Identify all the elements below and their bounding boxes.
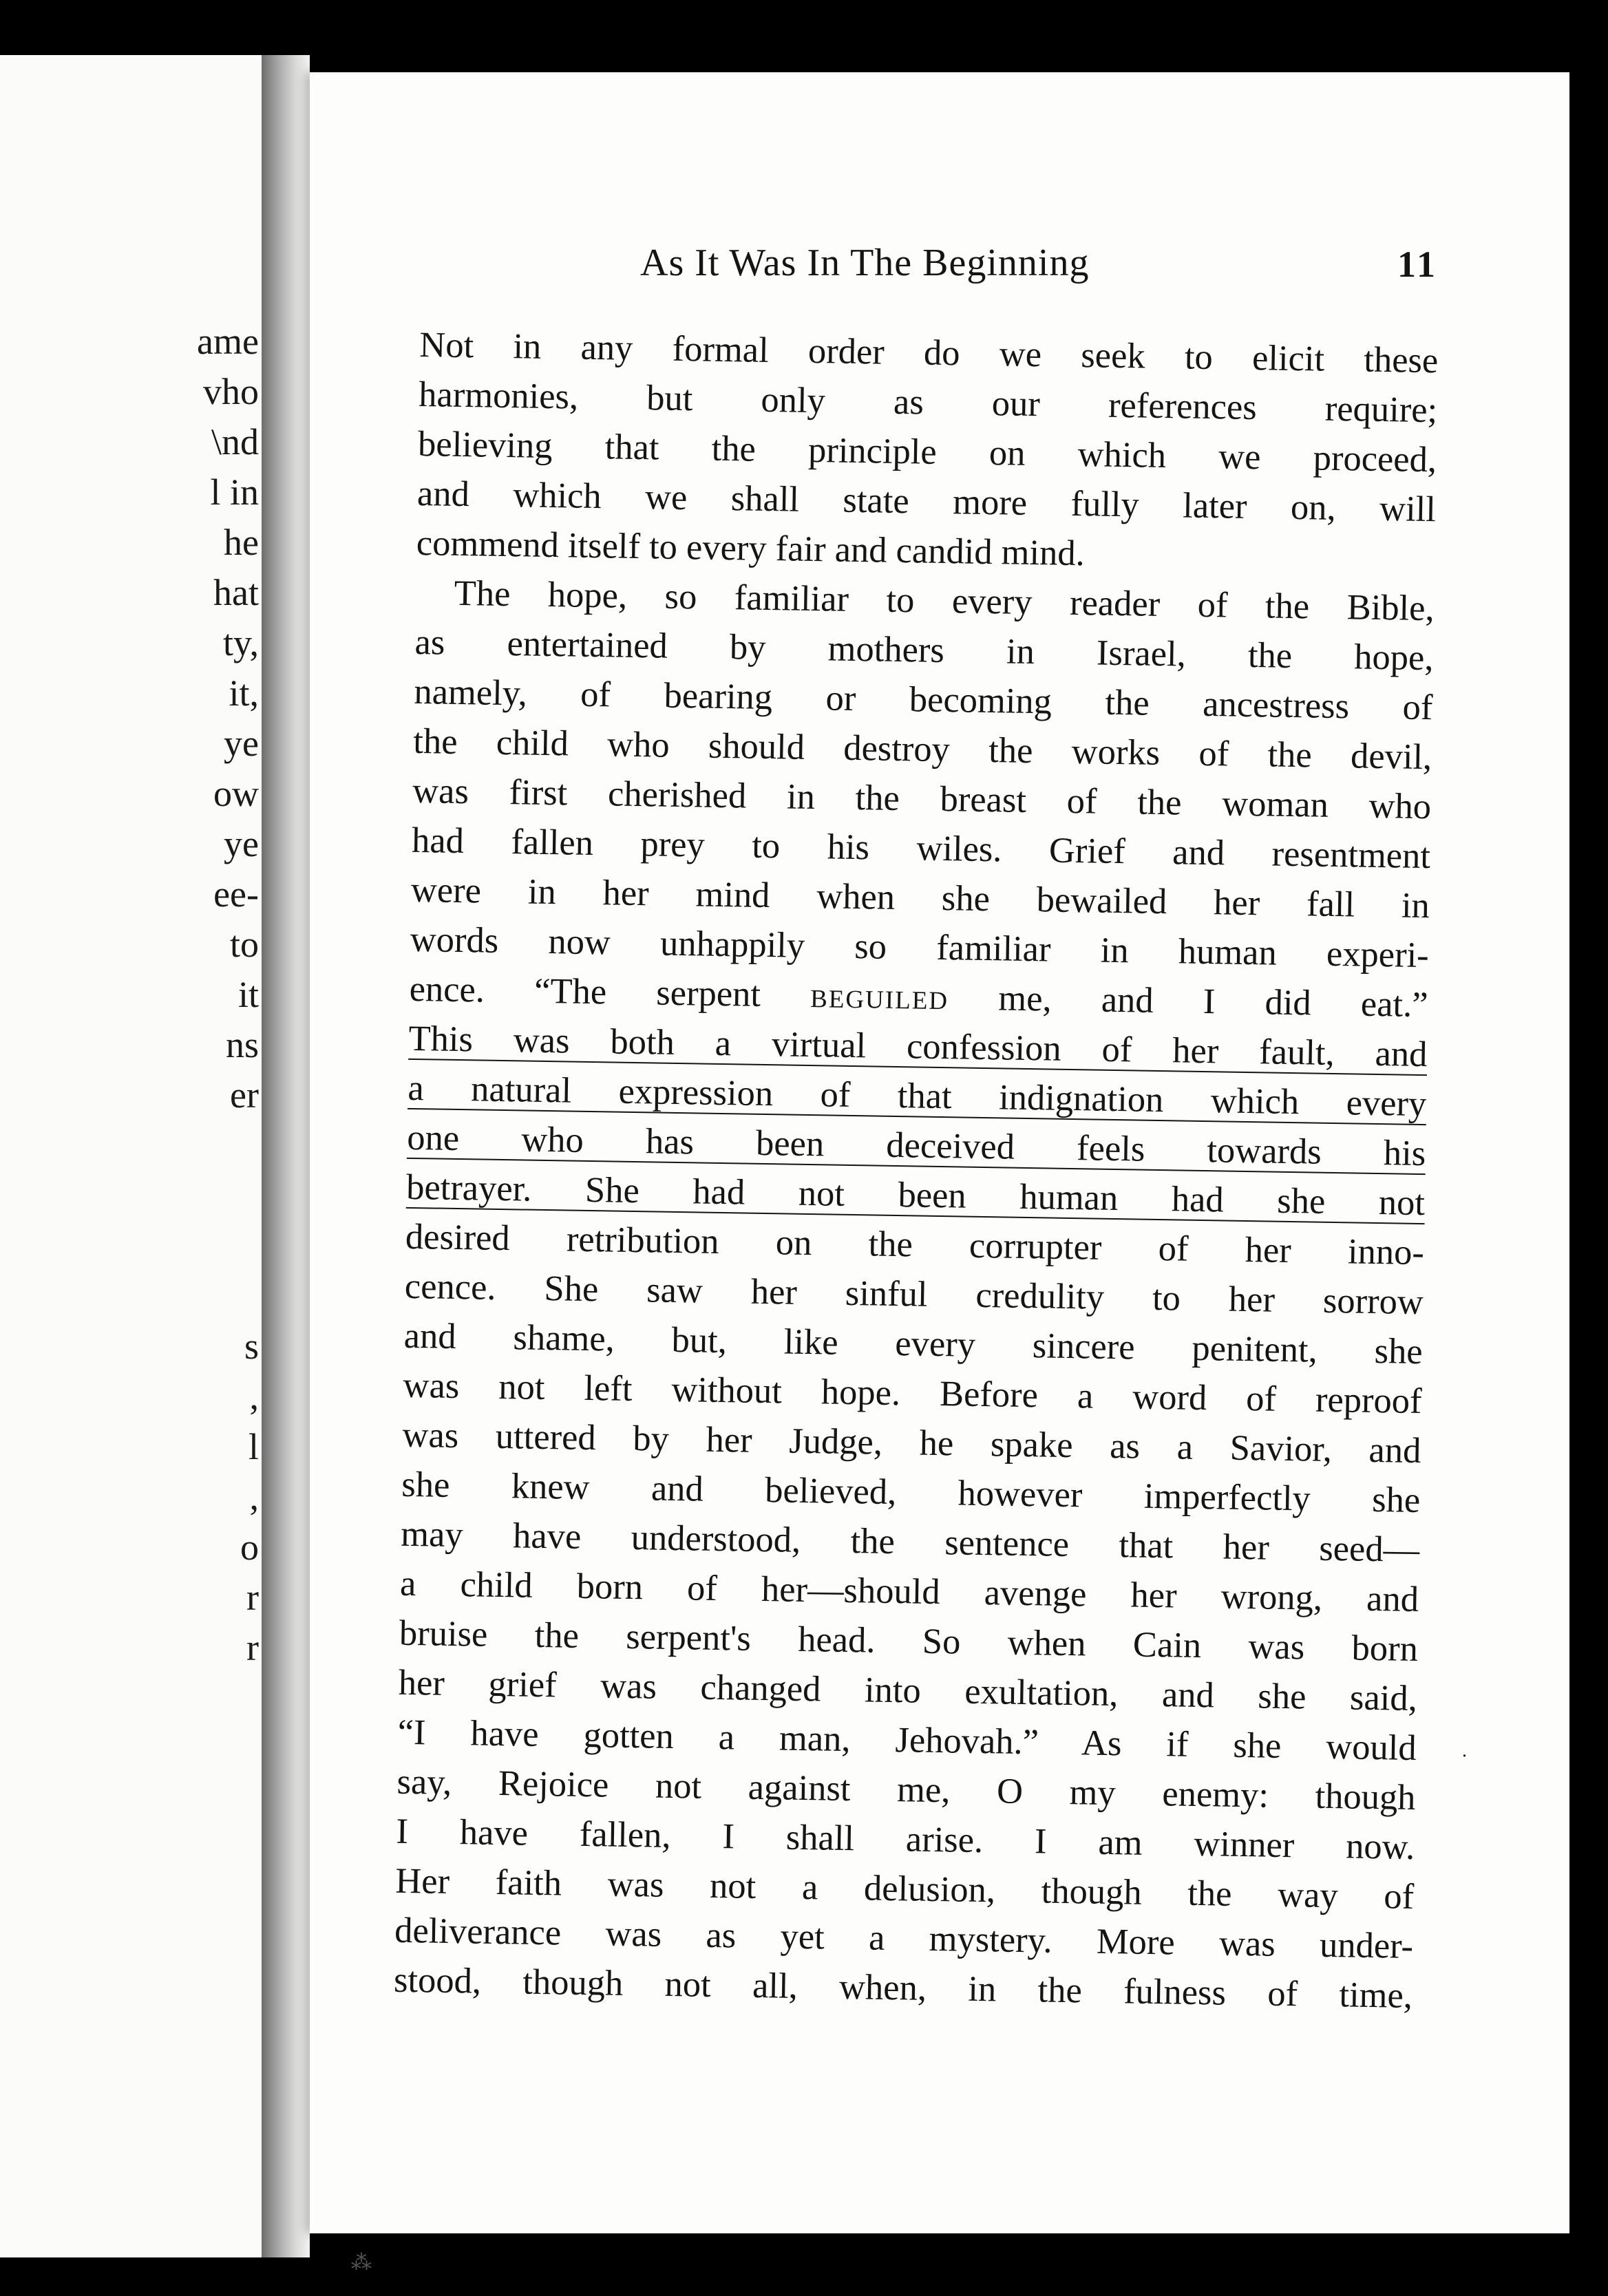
book-page xyxy=(310,72,1569,2233)
text-line: and which we shall state more fully later on, will xyxy=(416,473,1437,530)
facing-page-fragment: s xyxy=(244,1326,259,1367)
text-line: words now unhappily so familiar in human experi- xyxy=(410,919,1430,976)
underlined-line: This was both a virtual confession of her fault, and xyxy=(408,1018,1428,1075)
page-number: 11 xyxy=(1397,244,1439,285)
text-segment: me, and I did eat.” xyxy=(948,977,1429,1025)
running-head: As It Was In The Beginning xyxy=(640,242,1090,284)
facing-page-fragment: he xyxy=(224,522,259,563)
text-line: and shame, but, like every sincere penitent, she xyxy=(403,1315,1424,1372)
text-line: a child born of her—should avenge her wrong, and xyxy=(399,1563,1419,1620)
facing-page-fragment: , xyxy=(249,1376,259,1417)
facing-page-fragment: hat xyxy=(213,572,259,613)
facing-page-fragment: \nd xyxy=(211,421,259,463)
text-line: “I have gotten a man, Jehovah.” As if she would xyxy=(397,1712,1417,1768)
facing-page-fragment: l xyxy=(248,1426,259,1467)
facing-page-fragment: ame xyxy=(197,321,259,362)
underlined-line: a natural expression of that indignation which every xyxy=(408,1067,1427,1125)
text-line: stood, though not all, when, in the fulness of time, xyxy=(393,1959,1413,2016)
facing-page-edge xyxy=(0,55,262,2257)
text-line: Not in any formal order do we seek to elicit these xyxy=(419,324,1439,381)
text-line: say, Rejoice not against me, O my enemy: though xyxy=(396,1761,1416,1818)
text-line: had fallen prey to his wiles. Grief and resentment xyxy=(411,820,1431,877)
text-line: may have understood, the sentence that her seed— xyxy=(400,1513,1420,1571)
paragraph-start-line: The hope, so familiar to every reader of the Bible, xyxy=(454,573,1435,629)
facing-page-fragment: er xyxy=(230,1074,259,1116)
body-text xyxy=(394,320,1439,2021)
facing-page-fragment: o xyxy=(240,1527,259,1568)
small-caps-word: beguiled xyxy=(810,975,949,1018)
facing-page-fragment: ye xyxy=(224,823,259,864)
facing-page-fragment: r xyxy=(246,1627,259,1668)
scan-speck: ⁂ xyxy=(351,2251,372,2275)
text-line: her grief was changed into exultation, and she said, xyxy=(398,1662,1418,1719)
text-line: was first cherished in the breast of the woman who xyxy=(412,770,1432,827)
facing-page-fragment: ns xyxy=(225,1024,259,1065)
text-line: cence. She saw her sinful credulity to her sorrow xyxy=(404,1266,1424,1323)
text-line: were in her mind when she bewailed her fall in xyxy=(410,869,1430,926)
text-line: she knew and believed, however imperfectly she xyxy=(401,1464,1421,1521)
text-line: as entertained by mothers in Israel, the hope, xyxy=(414,621,1434,679)
facing-page-fragment: ee- xyxy=(213,873,259,915)
text-line: I have fallen, I shall arise. I am winner now. xyxy=(396,1811,1415,1867)
text-line: was uttered by her Judge, he spake as a Savior, and xyxy=(402,1414,1421,1471)
facing-page-fragment: ty, xyxy=(223,622,259,663)
facing-page-fragment: ow xyxy=(213,773,259,814)
text-line: desired retribution on the corrupter of her inno- xyxy=(405,1216,1425,1273)
facing-page-fragment: it, xyxy=(229,672,259,714)
text-line: deliverance was as yet a mystery. More was under- xyxy=(394,1910,1414,1966)
text-line: Her faith was not a delusion, though the way of xyxy=(394,1860,1415,1917)
text-line: commend itself to every fair and candid mind. xyxy=(416,522,1086,574)
facing-page-fragment: l in xyxy=(210,471,259,513)
underlined-line: betrayer. She had not been human had she not xyxy=(405,1167,1426,1224)
text-segment: ence. “The serpent xyxy=(409,968,811,1016)
scan-speck: ˙ xyxy=(1459,1752,1470,1776)
facing-page-fragment: vho xyxy=(203,371,259,412)
facing-page-fragment: ye xyxy=(224,723,259,764)
facing-page-fragment: it xyxy=(237,974,259,1015)
underlined-line: one who has been deceived feels towards his xyxy=(406,1117,1426,1174)
text-line: was not left without hope. Before a word of reproof xyxy=(403,1365,1422,1422)
text-line: believing that the principle on which we proceed, xyxy=(417,423,1437,480)
facing-page-fragment: , xyxy=(249,1476,259,1518)
text-line: bruise the serpent's head. So when Cain was born xyxy=(399,1613,1419,1670)
text-line: namely, of bearing or becoming the ancestress of xyxy=(414,671,1433,728)
book-gutter xyxy=(262,55,310,2257)
text-line: harmonies, but only as our references require; xyxy=(418,374,1438,431)
facing-page-fragment: to xyxy=(229,924,259,965)
text-line: the child who should destroy the works of the devil, xyxy=(412,721,1432,778)
facing-page-fragment: r xyxy=(246,1577,259,1618)
